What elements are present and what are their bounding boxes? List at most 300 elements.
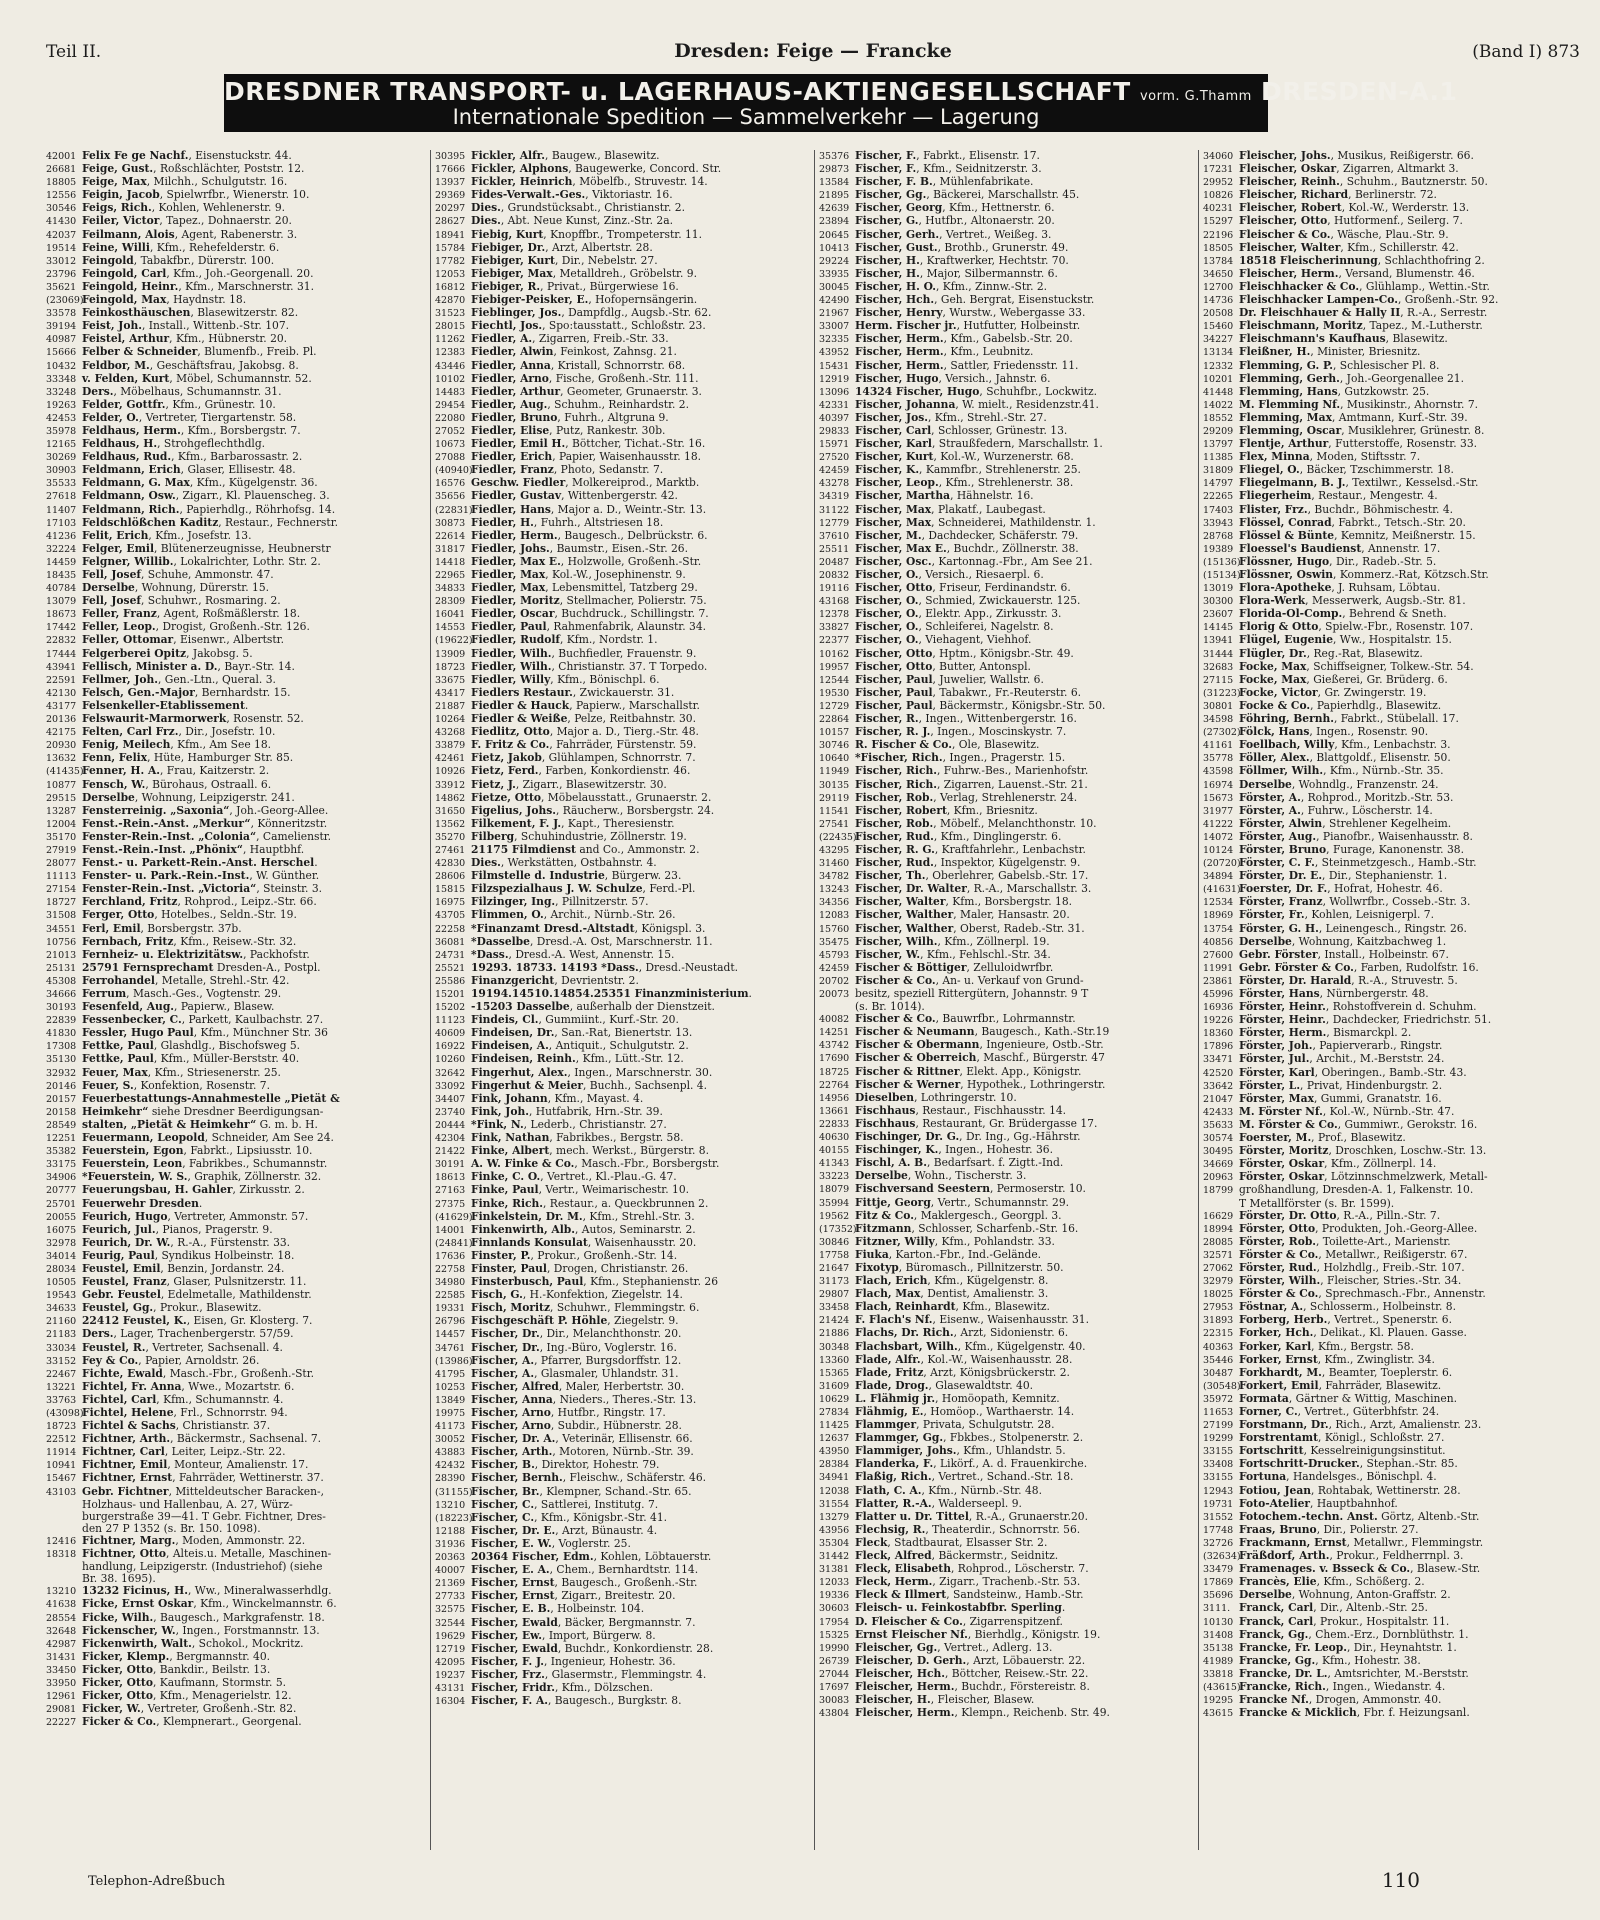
entry-name: Fischer, Fridr. (471, 1681, 555, 1694)
entry-name: Feingold, Carl (82, 267, 167, 280)
entry-details: , Restaur., a. Queckbrunnen 2. (543, 1197, 709, 1210)
phone-number: 34060 (1203, 151, 1234, 162)
phone-number: 10413 (819, 242, 850, 254)
entry-details: G. m. b. H. (256, 1118, 318, 1131)
entry-details: , Masch.-Fbr., Großenh.-Str. (162, 1367, 315, 1380)
directory-entry (819, 569, 1191, 582)
directory-entry (1203, 504, 1575, 517)
entry-name: Fischer, Gust. (855, 241, 938, 254)
directory-entry (819, 1157, 1191, 1170)
directory-entry (435, 1014, 807, 1027)
phone-number: 31817 (435, 543, 466, 555)
entry-name: v. Felden, Kurt (82, 372, 170, 385)
entry-name: Francke, Dr. L. (1239, 1667, 1328, 1680)
directory-entry (819, 1052, 1191, 1065)
directory-entry (819, 1288, 1191, 1301)
entry-details: , Kfm., Borsbergstr. 18. (945, 896, 1073, 909)
phone-number: 16629 (1203, 1210, 1234, 1222)
entry-name: Foto-Atelier (1239, 1497, 1311, 1510)
entry-name: Fischer & Co. (855, 974, 936, 987)
entry-name: Fiedler, Herm. (471, 529, 558, 542)
phone-number: 14736 (1203, 295, 1234, 307)
entry-name: Föllmer, Wilh. (1239, 765, 1324, 778)
directory-entry (46, 923, 418, 936)
directory-entry (435, 1590, 807, 1603)
phone-number: 11113 (46, 871, 77, 883)
entry-details: , Fuhrh., Altstriesen 18. (533, 516, 664, 529)
directory-entry (1203, 1432, 1575, 1445)
directory-entry (46, 831, 418, 844)
entry-name: Fiedler, Wilh. (471, 660, 552, 673)
entry-details: , Holzhdlg., Freib.-Str. 107. (1316, 1261, 1465, 1274)
entry-details: , Tabakwr., Fr.-Reuterstr. 6. (932, 686, 1082, 699)
directory-entry (819, 1314, 1191, 1327)
phone-number: 18318 (46, 1549, 77, 1561)
entry-details: , Toilette-Art., Marienstr. (1316, 1235, 1451, 1248)
directory-entry (1203, 1067, 1575, 1080)
directory-entry (435, 360, 807, 373)
entry-details: , Major a. D., Tierg.-Str. 48. (549, 726, 699, 739)
phone-number: 40231 (1203, 203, 1234, 215)
entry-details: , Ingen., Hohestr. 36. (938, 1144, 1053, 1157)
phone-number: 21160 (46, 1316, 77, 1328)
phone-number: 33879 (435, 740, 466, 752)
entry-name: *Fink, N. (471, 1118, 524, 1131)
directory-entry (435, 1420, 807, 1433)
entry-name: Fichtner, Emil (82, 1459, 168, 1472)
banner-services: Internationale Spedition — Sammelverkehr — Lagerung (452, 105, 1040, 129)
entry-details: , Straußfedern, Marschallstr. 1. (931, 438, 1103, 451)
directory-entry (46, 1053, 418, 1066)
directory-entry (46, 739, 418, 752)
entry-name: Fingerhut, Alex. (471, 1066, 568, 1079)
directory-entry (46, 700, 418, 713)
phone-number: 10157 (819, 727, 850, 739)
directory-entry (435, 163, 807, 176)
directory-entry (435, 1080, 807, 1093)
phone-number: 17782 (435, 255, 466, 267)
directory-entry (46, 1315, 418, 1328)
phone-number: 31122 (819, 504, 850, 516)
directory-entry (819, 1039, 1191, 1052)
entry-name: Dr. Fleischhauer & Hally II (1239, 307, 1401, 320)
phone-number: 23861 (1203, 975, 1234, 987)
entry-name: Fickler, Alfr. (471, 150, 546, 162)
entry-name: Fiebiger-Peisker, E. (471, 294, 589, 307)
entry-name: Feuerwehr Dresden (82, 1197, 199, 1210)
directory-entry (46, 1716, 418, 1729)
phone-number: 43804 (819, 1708, 850, 1720)
entry-name: Fichtner, Carl (82, 1446, 165, 1459)
entry-name: *Feuerstein, W. S. (82, 1171, 188, 1184)
entry-details: , Rohprod., Moritzb.-Str. 53. (1300, 791, 1454, 804)
phone-number: 35533 (46, 478, 77, 490)
entry-name: Förster, Dr. Harald (1239, 974, 1352, 987)
directory-entry (435, 333, 807, 346)
entry-name: Förster, Fr. (1239, 909, 1305, 922)
phone-number: 20073 (819, 989, 850, 1000)
phone-number: 12004 (46, 818, 77, 830)
entry-name: Feldhaus, Herm. (82, 424, 181, 437)
entry-name: Fleischer, Richard (1239, 189, 1349, 202)
entry-name: Felit, Erich (82, 529, 149, 542)
entry-details: , Drogen, Ammonstr. 40. (1308, 1694, 1442, 1707)
entry-details: , Veterinär, Ellisenstr. 66. (555, 1433, 693, 1446)
directory-entry (435, 464, 807, 477)
entry-name: Fischer & Werner (855, 1078, 961, 1091)
directory-entry (1203, 1550, 1575, 1563)
directory-entry (46, 1250, 418, 1263)
entry-name: Derselbe (855, 1170, 908, 1183)
entry-name: 20364 Fischer, Edm. (471, 1551, 594, 1564)
entry-name: Fischer, R. J. (855, 726, 931, 739)
entry-details: , Kfm., Rehefelderstr. 6. (149, 241, 280, 254)
phone-number: 12943 (1203, 1485, 1234, 1497)
entry-details: , Hptm., Königsbr.-Str. 49. (932, 647, 1074, 660)
entry-name: Ficker, Otto (82, 1690, 153, 1703)
phone-number: 41830 (46, 1028, 77, 1040)
phone-number: 18673 (46, 609, 77, 621)
phone-number: 27520 (819, 452, 850, 464)
entry-name: Fischer, Dr. Walter (855, 883, 967, 896)
phone-number: 10926 (435, 766, 466, 778)
phone-number: 30846 (819, 1236, 850, 1248)
directory-entry (46, 1119, 418, 1132)
directory-entry (435, 1250, 807, 1263)
entry-details: , Agent, Roßmäßlerstr. 18. (156, 608, 301, 621)
entry-details: , Rohstoffverein d. Schuhm. (1325, 1001, 1477, 1014)
directory-entry (435, 1198, 807, 1211)
directory-entry (46, 1263, 418, 1276)
entry-details: , Butter, Antonspl. (932, 660, 1031, 673)
entry-name: Fiedler, Oscar (471, 608, 555, 621)
entry-name: Fickler, Heinrich (471, 176, 573, 189)
entry-details: , Schuhm., Bautznerstr. 50. (1339, 176, 1488, 189)
directory-entry (435, 1342, 807, 1355)
entry-name: Fortschritt-Drucker. (1239, 1458, 1360, 1471)
phone-number: (31223) (1203, 687, 1241, 699)
entry-details: , Steinmetzgesch., Hamb.-Str. (1314, 857, 1477, 870)
entry-details: , Chem.-Erz., Dornblüthstr. 1. (1308, 1628, 1469, 1641)
directory-entry (819, 1001, 1191, 1013)
entry-name: Fell, Josef (82, 595, 141, 608)
phone-number: 12700 (1203, 281, 1234, 293)
phone-number: 40609 (435, 1028, 466, 1040)
entry-name: Fiedler, Moritz (471, 595, 560, 608)
entry-name: Ferrum (82, 988, 127, 1000)
entry-name: Feldmann, Erich (82, 464, 181, 477)
phone-number: 26681 (46, 164, 77, 176)
phone-number: 31523 (435, 308, 466, 320)
directory-entry (1203, 608, 1575, 621)
phone-number: 32575 (435, 1604, 466, 1616)
directory-entry (435, 215, 807, 228)
directory-entry (435, 1551, 807, 1564)
entry-details: , Oberingen., Bamb.-Str. 43. (1314, 1066, 1467, 1079)
entry-name: Feldbor, M. (82, 359, 150, 372)
entry-name: Flemming, G. P. (1239, 359, 1333, 372)
directory-entry (1203, 477, 1575, 490)
directory-entry (1203, 1471, 1575, 1484)
phone-number: 43952 (819, 347, 850, 359)
entry-details: , Plakatf., Laubegast. (931, 503, 1046, 516)
entry-name: F. Fritz & Co. (471, 739, 550, 752)
phone-number: 13941 (1203, 635, 1234, 647)
directory-entry (819, 1419, 1191, 1432)
entry-details: , Parkett, Kaulbachstr. 27. (181, 1014, 324, 1027)
directory-entry (819, 1537, 1191, 1550)
phone-number: 14001 (435, 1224, 466, 1236)
phone-number: (41435) (46, 766, 84, 778)
entry-name: Fischer, C. (471, 1511, 535, 1524)
directory-entry (819, 490, 1191, 503)
phone-number: 28309 (435, 596, 466, 608)
entry-name: Fiedler, Max E. (471, 555, 561, 568)
phone-number: 30746 (819, 740, 850, 752)
entry-details: , Kfm., Lütt.-Str. 12. (575, 1053, 684, 1066)
entry-name: Fischhaus (855, 1117, 916, 1130)
directory-entry (46, 595, 418, 608)
directory-entry (435, 857, 807, 870)
phone-number: 22265 (1203, 491, 1234, 503)
directory-entry (435, 1368, 807, 1381)
entry-details: , Spielw.-Fbr., Rosenstr. 107. (1318, 621, 1474, 634)
entry-details: , Möbelhaus, Schumannstr. 31. (113, 385, 282, 398)
entry-details: . (1061, 1602, 1066, 1615)
phone-number: 35972 (1203, 1393, 1234, 1405)
directory-entry (1203, 661, 1575, 674)
directory-entry (46, 517, 418, 530)
entry-name: M. Förster & Co. (1239, 1118, 1338, 1131)
entry-details: , Kohlen, Wehlenerstr. 9. (151, 202, 286, 215)
entry-details: , Kfm., Am See 18. (170, 739, 272, 752)
directory-entry (435, 543, 807, 556)
entry-name: Feuer, S. (82, 1079, 134, 1092)
entry-name: Forner, C. (1239, 1406, 1298, 1418)
phone-number: 28077 (46, 858, 77, 870)
directory-entry (1203, 1093, 1575, 1106)
entry-name: Fichtel, Helene (82, 1407, 174, 1419)
entry-name: Förster, C. F. (1239, 857, 1315, 870)
entry-details: , Metalldreh., Gröbelstr. 9. (552, 267, 697, 280)
phone-number: 15202 (435, 1002, 466, 1014)
entry-name: Fölck, Hans (1239, 726, 1310, 739)
entry-name: Förster, Karl (1239, 1066, 1315, 1079)
entry-name: Figelius, Johs. (471, 804, 556, 817)
phone-number: 42830 (435, 858, 466, 870)
entry-name: Finkenwirth, Alb. (471, 1223, 575, 1236)
entry-name: Feine, Willi (82, 241, 150, 254)
directory-entry (46, 792, 418, 805)
entry-name: Fischer, Max E. (855, 542, 947, 555)
entry-details: , Molkereiprod., Marktb. (565, 477, 700, 490)
entry-details: , Schneider, Am See 24. (204, 1132, 334, 1145)
phone-number: 33012 (46, 255, 77, 267)
phone-number: 33450 (46, 1664, 77, 1676)
entry-name: Feuerstein, Egon (82, 1145, 184, 1158)
entry-details: , Wohnung, Dürerstr. 15. (134, 582, 270, 595)
directory-entry (435, 1106, 807, 1119)
entry-details: , Kfm., Uhlandstr. 5. (956, 1445, 1066, 1458)
entry-details: , Messerwerk, Augsb.-Str. 81. (1305, 595, 1466, 608)
directory-entry (46, 215, 418, 228)
entry-details: , Schlosser, Grünestr. 13. (931, 424, 1068, 437)
directory-entry (1203, 399, 1575, 412)
directory-entry (435, 425, 807, 438)
directory-entry (819, 648, 1191, 661)
phone-number: 20832 (819, 570, 850, 581)
entry-details: , Fahrräder, Wettinerstr. 37. (172, 1472, 324, 1485)
entry-name: Flachsbart, Wilh. (855, 1340, 958, 1353)
entry-details: , Kfm., Königsbr.-Str. 41. (534, 1511, 668, 1524)
phone-number: 13360 (819, 1354, 850, 1366)
entry-details: , Walderseepl. 9. (931, 1497, 1022, 1510)
phone-number: 35138 (1203, 1642, 1234, 1654)
entry-name: Fischer, A. (471, 1354, 535, 1367)
entry-name: Flach, Max (855, 1288, 921, 1301)
entry-details: , Christianstr. 37. T Torpedo. (551, 660, 708, 673)
entry-details: , Feinkost, Zahnsg. 21. (553, 346, 677, 359)
entry-details: , Juwelier, Wallstr. 6. (932, 673, 1044, 686)
phone-number: 27163 (435, 1185, 466, 1197)
entry-details: , Werkstätten, Ostbahnstr. 4. (500, 857, 657, 870)
phone-number: 28384 (819, 1459, 850, 1471)
directory-entry (1203, 1367, 1575, 1380)
entry-name: Fischer, Frz. (471, 1668, 545, 1681)
phone-number: 22258 (435, 923, 466, 935)
entry-name: Fichtel, Fr. Anna (82, 1380, 182, 1393)
directory-entry (1203, 896, 1575, 909)
directory-entry (435, 1263, 807, 1276)
entry-name: Flentje, Arthur (1239, 438, 1329, 451)
phone-number: 22585 (435, 1290, 466, 1302)
entry-details: , Viehagent, Viehhof. (918, 634, 1032, 647)
entry-details: , Chem., Bernhardtstr. 114. (549, 1564, 699, 1577)
directory-entry (435, 975, 807, 988)
phone-number: 21047 (1203, 1093, 1234, 1105)
phone-number: 30052 (435, 1434, 466, 1446)
entry-name: Flatter, R.-A. (855, 1497, 932, 1510)
entry-name: Feistel, Arthur (82, 333, 170, 346)
phone-number: 34669 (1203, 1159, 1234, 1171)
entry-details: , Wohnung, Anton-Graffstr. 2. (1291, 1589, 1451, 1602)
phone-number: 35621 (46, 281, 77, 293)
directory-entry (435, 1053, 807, 1066)
entry-details: , Baugesch., Kath.-Str.19 (974, 1026, 1110, 1039)
phone-number: 15431 (819, 360, 850, 372)
entry-name: Fichtel & Sachs (82, 1420, 176, 1433)
phone-number: 31552 (1203, 1511, 1234, 1523)
directory-entry (819, 1655, 1191, 1668)
entry-details: , Bäckermstr., Königsbr.-Str. 50. (932, 699, 1106, 712)
phone-number: 28549 (46, 1119, 77, 1131)
directory-entry (435, 294, 807, 307)
entry-details: , Kfm., Kügelgenstr. 36. (189, 477, 318, 490)
phone-number: 34782 (819, 871, 850, 883)
phone-number: 3111. (1203, 1603, 1231, 1615)
entry-name: Fischer, Rud. (855, 830, 934, 843)
directory-entry (1203, 1301, 1575, 1314)
entry-details: , Steinstr. 3. (256, 883, 323, 896)
entry-details: , Versich., Jahnstr. 6. (938, 372, 1051, 385)
entry-name: Gebr. Förster (1239, 948, 1318, 961)
entry-details: , Fabrikbes., Bergstr. 58. (549, 1132, 684, 1145)
entry-details: , Baugesch., Burgkstr. 8. (548, 1695, 682, 1708)
entry-name: Fiebiger, Kurt (471, 254, 555, 267)
entry-details: , Sattlerei, Institutg. 7. (534, 1498, 659, 1511)
entry-name: Fischer, M. (855, 529, 922, 542)
entry-details: , Fabrkt., Lipsiusstr. 10. (183, 1145, 313, 1158)
phone-number: 31977 (1203, 805, 1234, 817)
entry-details: , Likörf., A. d. Frauenkirche. (933, 1458, 1088, 1471)
entry-details: , Joh.-Georgenallee 21. (1339, 372, 1464, 385)
entry-name: Fischhaus (855, 1104, 916, 1117)
directory-entry (46, 687, 418, 700)
directory-entry (1203, 844, 1575, 857)
directory-entry (46, 726, 418, 739)
entry-details: , Metallwr., Reißigerstr. 67. (1318, 1248, 1468, 1261)
phone-number: 11407 (46, 504, 77, 516)
phone-number: 33348 (46, 373, 77, 385)
phone-number: 42520 (1203, 1067, 1234, 1079)
phone-number: 25521 (435, 962, 466, 974)
directory-entry (46, 1198, 418, 1211)
directory-entry (819, 1301, 1191, 1314)
directory-entry (435, 1486, 807, 1499)
entry-details: , Homöopath, Kemnitz. (935, 1392, 1060, 1405)
directory-entry (46, 1106, 418, 1119)
entry-details: , Kfm., Reisew.-Str. 32. (173, 935, 297, 948)
entry-name: Fischer, Herm. (855, 333, 944, 346)
phone-number: 15365 (819, 1367, 850, 1379)
entry-name: Fischer, Paul (855, 686, 933, 699)
phone-number: 15815 (435, 884, 466, 896)
entry-details: , Direktor, Hohestr. 79. (534, 1459, 660, 1472)
entry-name: Fleischmann, Moritz (1239, 320, 1363, 333)
entry-details: , Glaser, Pulsnitzerstr. 11. (166, 1276, 307, 1289)
phone-number: 30045 (819, 281, 850, 293)
entry-name: Fesenfeld, Aug. (82, 1001, 175, 1014)
entry-details: , Schiffseigner, Tolkew.-Str. 54. (1306, 660, 1474, 673)
directory-entry (46, 1184, 418, 1197)
phone-number: 21967 (819, 308, 850, 320)
directory-entry (1203, 360, 1575, 373)
directory-entry (1203, 425, 1575, 438)
entry-details: , Monteur, Amalienstr. 17. (167, 1459, 309, 1472)
entry-details: , Möbelfb., Struvestr. 14. (572, 176, 708, 189)
directory-entry (1203, 949, 1575, 962)
entry-name: Fernheiz- u. Elektrizitätsw. (82, 948, 244, 961)
directory-entry (1203, 215, 1575, 228)
entry-details: , Baugew., Blasewitz. (545, 150, 660, 162)
entry-details: , Dir., Nebelstr. 27. (554, 254, 658, 267)
entry-name: Feldhaus, H. (82, 438, 158, 451)
entry-name: Ficker & Co. (82, 1716, 157, 1729)
directory-entry (46, 1472, 418, 1485)
phone-number: 45308 (46, 975, 77, 987)
column-1 (46, 150, 418, 1850)
entry-name: Feist, Joh. (82, 320, 142, 333)
entry-details: , Glashdlg., Bischofsweg 5. (153, 1040, 301, 1053)
phone-number: 34014 (46, 1250, 77, 1262)
entry-details: , Textilwr., Kesselsd.-Str. (1345, 477, 1479, 490)
entry-details: , Papierverarb., Ringstr. (1312, 1040, 1443, 1053)
entry-name: Fichtner, Marg. (82, 1534, 176, 1547)
directory-entry (1203, 373, 1575, 386)
entry-name: Ficke, Wilh. (82, 1611, 154, 1624)
entry-details: , Handelsges., Bönischpl. 4. (1286, 1471, 1437, 1484)
entry-name: 18518 Fleischerinnung (1239, 254, 1378, 267)
